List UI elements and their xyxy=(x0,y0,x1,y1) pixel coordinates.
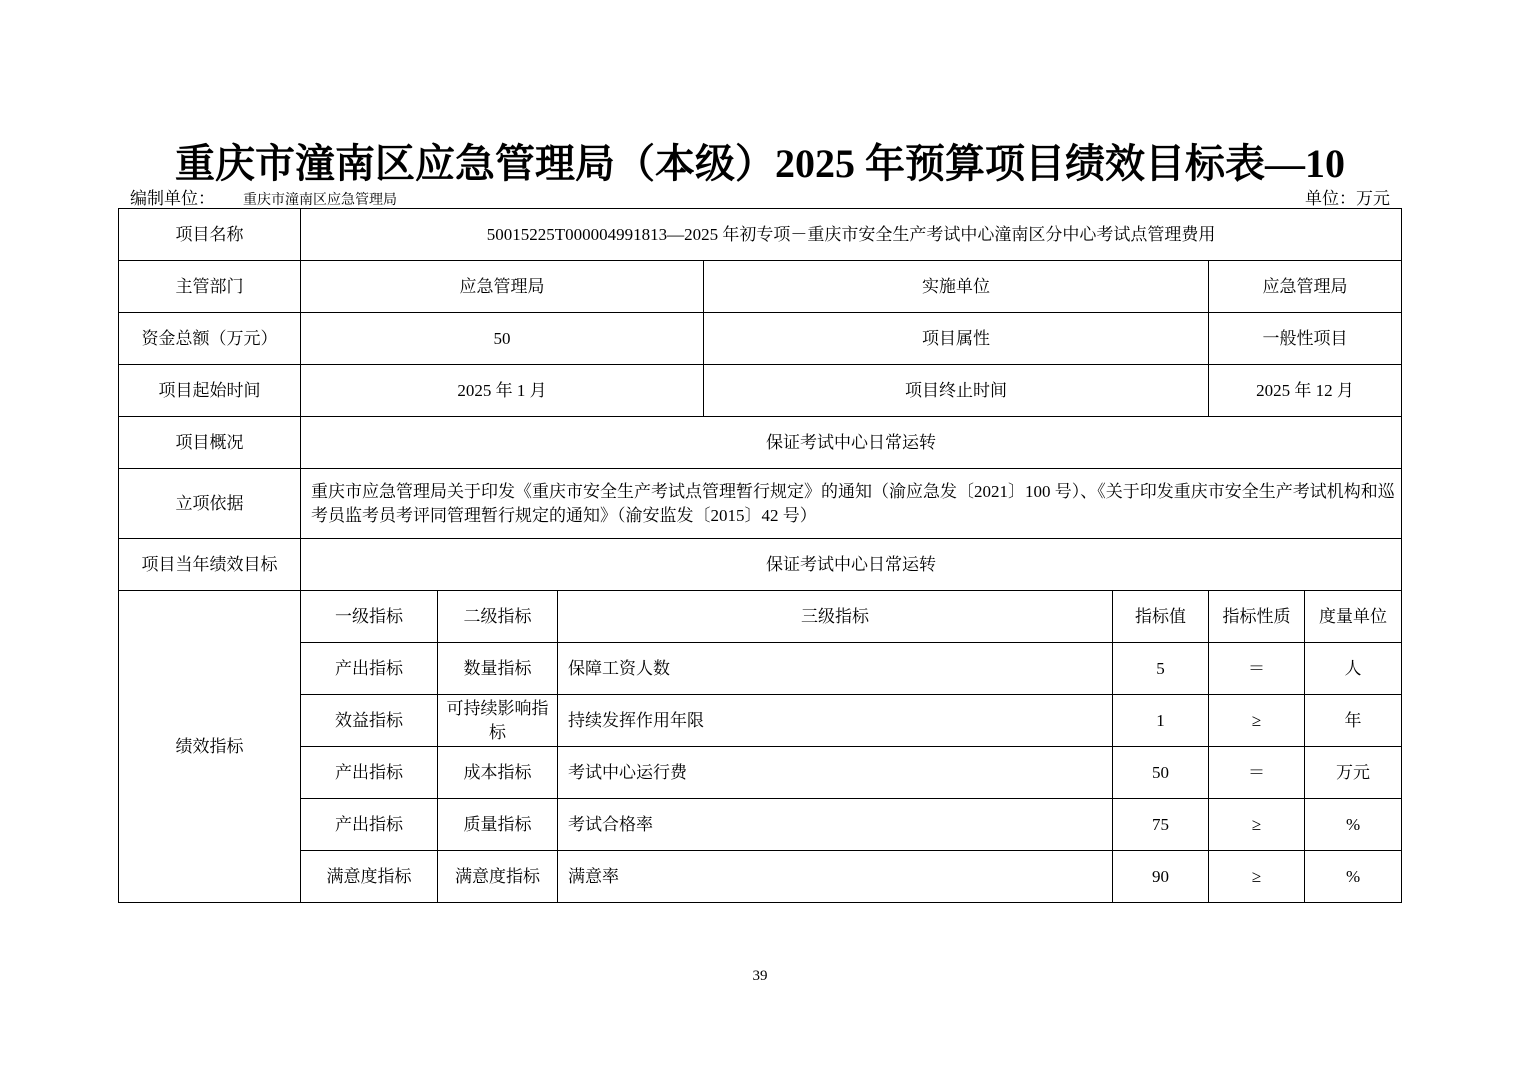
page-title: 重庆市潼南区应急管理局（本级）2025 年预算项目绩效目标表—10 xyxy=(175,141,1345,186)
indicator-value: 1 xyxy=(1113,695,1209,747)
end-value: 2025 年 12 月 xyxy=(1209,365,1402,417)
goal-label: 项目当年绩效目标 xyxy=(119,539,301,591)
indicator-unit: 人 xyxy=(1305,643,1402,695)
indicator-level3: 考试中心运行费 xyxy=(558,747,1113,799)
row-period xyxy=(119,365,1402,417)
impl-label: 实施单位 xyxy=(704,261,1209,313)
header-unit: 度量单位 xyxy=(1305,591,1402,643)
indicator-unit: % xyxy=(1305,851,1402,903)
attr-value: 一般性项目 xyxy=(1209,313,1402,365)
performance-target-table xyxy=(118,208,1402,903)
page-number: 39 xyxy=(752,968,768,984)
row-goal xyxy=(119,539,1402,591)
compiling-unit-label: 编制单位： xyxy=(130,189,215,208)
indicator-value: 75 xyxy=(1113,799,1209,851)
indicator-value: 5 xyxy=(1113,643,1209,695)
indicator-level3: 满意率 xyxy=(558,851,1113,903)
impl-value: 应急管理局 xyxy=(1209,261,1402,313)
indicator-level1: 产出指标 xyxy=(301,643,438,695)
indicator-level1: 满意度指标 xyxy=(301,851,438,903)
indicator-nature: ≥ xyxy=(1209,799,1305,851)
indicator-level2: 质量指标 xyxy=(438,799,558,851)
attr-label: 项目属性 xyxy=(704,313,1209,365)
indicator-value: 90 xyxy=(1113,851,1209,903)
overview-label: 项目概况 xyxy=(119,417,301,469)
indicator-level1: 产出指标 xyxy=(301,799,438,851)
table-row xyxy=(119,643,1402,695)
table-row xyxy=(119,799,1402,851)
start-label: 项目起始时间 xyxy=(119,365,301,417)
indicator-header-row xyxy=(119,591,1402,643)
indicators-section-label: 绩效指标 xyxy=(119,591,301,903)
indicator-unit: % xyxy=(1305,799,1402,851)
indicator-level1: 产出指标 xyxy=(301,747,438,799)
row-project-name xyxy=(119,209,1402,261)
indicator-level2: 满意度指标 xyxy=(438,851,558,903)
header-level2: 二级指标 xyxy=(438,591,558,643)
indicator-nature: ＝ xyxy=(1209,747,1305,799)
indicator-unit: 年 xyxy=(1305,695,1402,747)
overview-value: 保证考试中心日常运转 xyxy=(301,417,1402,469)
header-nature: 指标性质 xyxy=(1209,591,1305,643)
indicator-nature: ＝ xyxy=(1209,643,1305,695)
table-row xyxy=(119,695,1402,747)
goal-value: 保证考试中心日常运转 xyxy=(301,539,1402,591)
indicator-level3: 持续发挥作用年限 xyxy=(558,695,1113,747)
fund-label: 资金总额（万元） xyxy=(119,313,301,365)
header-level1: 一级指标 xyxy=(301,591,438,643)
indicator-level2: 数量指标 xyxy=(438,643,558,695)
start-value: 2025 年 1 月 xyxy=(301,365,704,417)
header-level3: 三级指标 xyxy=(558,591,1113,643)
table-row xyxy=(119,747,1402,799)
fund-value: 50 xyxy=(301,313,704,365)
dept-label: 主管部门 xyxy=(119,261,301,313)
indicator-level2: 成本指标 xyxy=(438,747,558,799)
compiling-unit xyxy=(130,184,397,209)
indicator-unit: 万元 xyxy=(1305,747,1402,799)
row-fund xyxy=(119,313,1402,365)
compiling-unit-name: 重庆市潼南区应急管理局 xyxy=(243,193,397,208)
indicator-nature: ≥ xyxy=(1209,851,1305,903)
basis-value: 重庆市应急管理局关于印发《重庆市安全生产考试点管理暂行规定》的通知（渝应急发〔2021〕100 号）、《关于印发重庆市安全生产考试机构和巡考员监考员考评同管理暂行规定的通知》（渝安监发〔2015〕42 号） xyxy=(301,469,1402,539)
indicator-value: 50 xyxy=(1113,747,1209,799)
project-name-value: 50015225T000004991813—2025 年初专项－重庆市安全生产考试中心潼南区分中心考试点管理费用 xyxy=(301,209,1402,261)
row-overview xyxy=(119,417,1402,469)
indicator-level3: 考试合格率 xyxy=(558,799,1113,851)
project-name-label: 项目名称 xyxy=(119,209,301,261)
indicator-nature: ≥ xyxy=(1209,695,1305,747)
end-label: 项目终止时间 xyxy=(704,365,1209,417)
dept-value: 应急管理局 xyxy=(301,261,704,313)
row-basis xyxy=(119,469,1402,539)
currency-unit: 单位：万元 xyxy=(1305,189,1390,208)
row-department xyxy=(119,261,1402,313)
basis-label: 立项依据 xyxy=(119,469,301,539)
indicator-level3: 保障工资人数 xyxy=(558,643,1113,695)
indicator-level1: 效益指标 xyxy=(301,695,438,747)
header-value: 指标值 xyxy=(1113,591,1209,643)
table-row xyxy=(119,851,1402,903)
indicator-level2: 可持续影响指标 xyxy=(438,695,558,747)
